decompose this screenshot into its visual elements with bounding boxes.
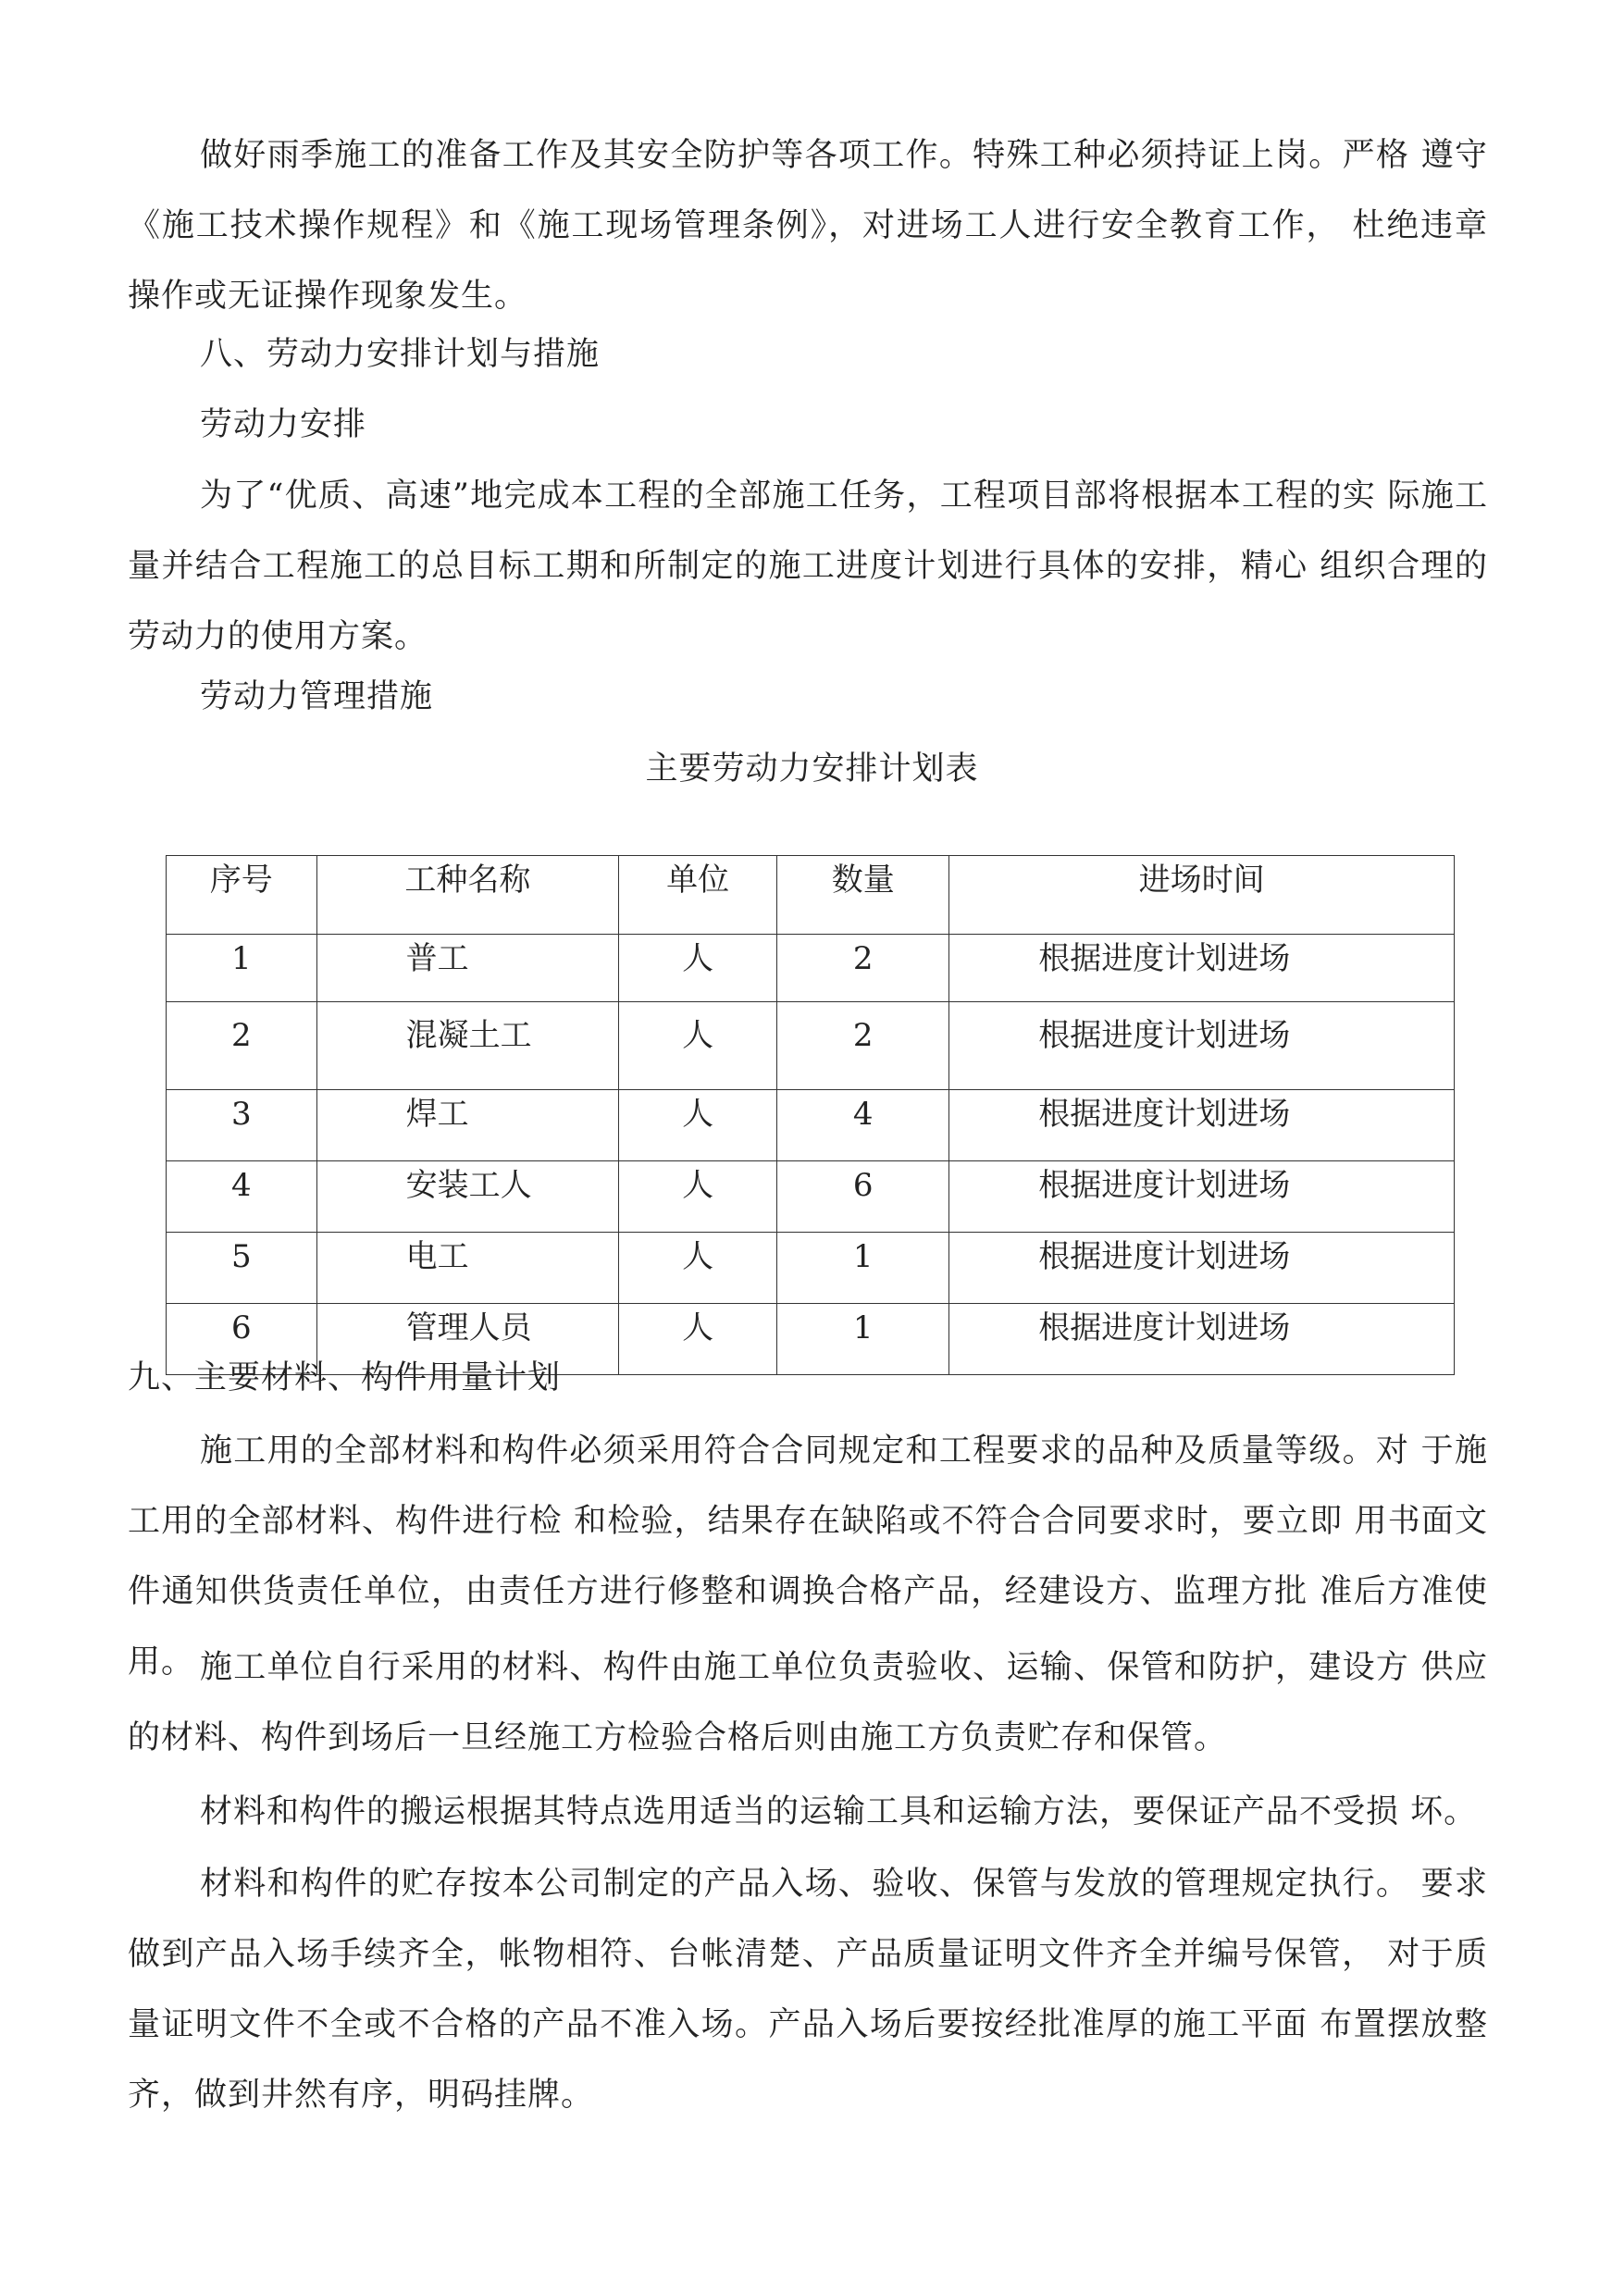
table-row xyxy=(167,1002,1455,1090)
section9-paragraph-1: 施工用的全部材料和构件必须采用符合合同规定和工程要求的品种及质量等级。对 于施工用的全部材料、构件进行检 和检验，结果存在缺陷或不符合合同要求时，要立即 用书面文件通知供货责任单位，由责任方进行修整和调换合格产品，经建设方、监理方批 准后方准使用。 xyxy=(128,1433,1488,1681)
cell-seq: 3 xyxy=(167,1090,317,1161)
cell-unit: 人 xyxy=(619,935,777,1002)
section8-paragraph-1: 为了“优质、高速”地完成本工程的全部施工任务，工程项目部将根据本工程的实 际施工量并结合工程施工的总目标工期和所制定的施工进度计划进行具体的安排，精心 组织合理的劳动力的使用方案。 xyxy=(128,478,1488,655)
header-entry-time: 进场时间 xyxy=(949,856,1455,935)
cell-seq: 1 xyxy=(167,935,317,1002)
table-row xyxy=(167,1233,1455,1304)
cell-quantity: 2 xyxy=(777,935,949,1002)
header-seq: 序号 xyxy=(167,856,317,935)
cell-entry-time: 根据进度计划进场 xyxy=(949,1002,1455,1090)
cell-quantity: 6 xyxy=(777,1161,949,1233)
cell-trade-name: 混凝土工 xyxy=(316,1002,619,1090)
section8-heading: 八、劳动力安排计划与措施 xyxy=(200,336,601,373)
cell-unit: 人 xyxy=(619,1304,777,1375)
cell-unit: 人 xyxy=(619,1161,777,1233)
cell-entry-time: 根据进度计划进场 xyxy=(949,1090,1455,1161)
cell-trade-name: 管理人员 xyxy=(316,1304,619,1375)
labor-plan-table xyxy=(166,855,1455,1375)
section9-heading: 九、主要材料、构件用量计划 xyxy=(128,1359,562,1396)
cell-entry-time: 根据进度计划进场 xyxy=(949,1233,1455,1304)
cell-trade-name: 电工 xyxy=(316,1233,619,1304)
cell-unit: 人 xyxy=(619,1233,777,1304)
header-quantity: 数量 xyxy=(777,856,949,935)
cell-quantity: 1 xyxy=(777,1233,949,1304)
table-row xyxy=(167,1090,1455,1161)
header-unit: 单位 xyxy=(619,856,777,935)
cell-seq: 4 xyxy=(167,1161,317,1233)
cell-quantity: 1 xyxy=(777,1304,949,1375)
cell-quantity: 2 xyxy=(777,1002,949,1090)
table-row xyxy=(167,1161,1455,1233)
cell-seq: 2 xyxy=(167,1002,317,1090)
cell-trade-name: 焊工 xyxy=(316,1090,619,1161)
cell-seq: 6 xyxy=(167,1304,317,1375)
cell-unit: 人 xyxy=(619,1002,777,1090)
section7-tail-paragraph: 做好雨季施工的准备工作及其安全防护等各项工作。特殊工种必须持证上岗。严格 遵守《施工技术操作规程》和《施工现场管理条例》，对进场工人进行安全教育工作， 杜绝违章操作或无证操作现象发生。 xyxy=(128,137,1488,315)
header-trade-name: 工种名称 xyxy=(316,856,619,935)
section9-paragraph-3: 材料和构件的搬运根据其特点选用适当的运输工具和运输方法，要保证产品不受损 坏。 xyxy=(200,1793,1478,1830)
cell-entry-time: 根据进度计划进场 xyxy=(949,1161,1455,1233)
table-title: 主要劳动力安排计划表 xyxy=(645,751,979,788)
section8-subheading-labor-arrangement: 劳动力安排 xyxy=(200,406,367,443)
section8-subheading-labor-management: 劳动力管理措施 xyxy=(200,678,434,715)
table-header-row xyxy=(167,856,1455,935)
cell-seq: 5 xyxy=(167,1233,317,1304)
cell-entry-time: 根据进度计划进场 xyxy=(949,1304,1455,1375)
cell-unit: 人 xyxy=(619,1090,777,1161)
cell-quantity: 4 xyxy=(777,1090,949,1161)
cell-entry-time: 根据进度计划进场 xyxy=(949,935,1455,1002)
section9-paragraph-4: 材料和构件的贮存按本公司制定的产品入场、验收、保管与发放的管理规定执行。 要求做到产品入场手续齐全，帐物相符、台帐清楚、产品质量证明文件齐全并编号保管， 对于质量证明文件不全或不合格的产品不准入场。产品入场后要按经批准厚的施工平面 布置摆放整齐，做到井然有序，明码挂牌。 xyxy=(128,1866,1488,2114)
table-row xyxy=(167,935,1455,1002)
section9-paragraph-2: 施工单位自行采用的材料、构件由施工单位负责验收、运输、保管和防护，建设方 供应的材料、构件到场后一旦经施工方检验合格后则由施工方负责贮存和保管。 xyxy=(128,1649,1488,1756)
cell-trade-name: 普工 xyxy=(316,935,619,1002)
cell-trade-name: 安装工人 xyxy=(316,1161,619,1233)
